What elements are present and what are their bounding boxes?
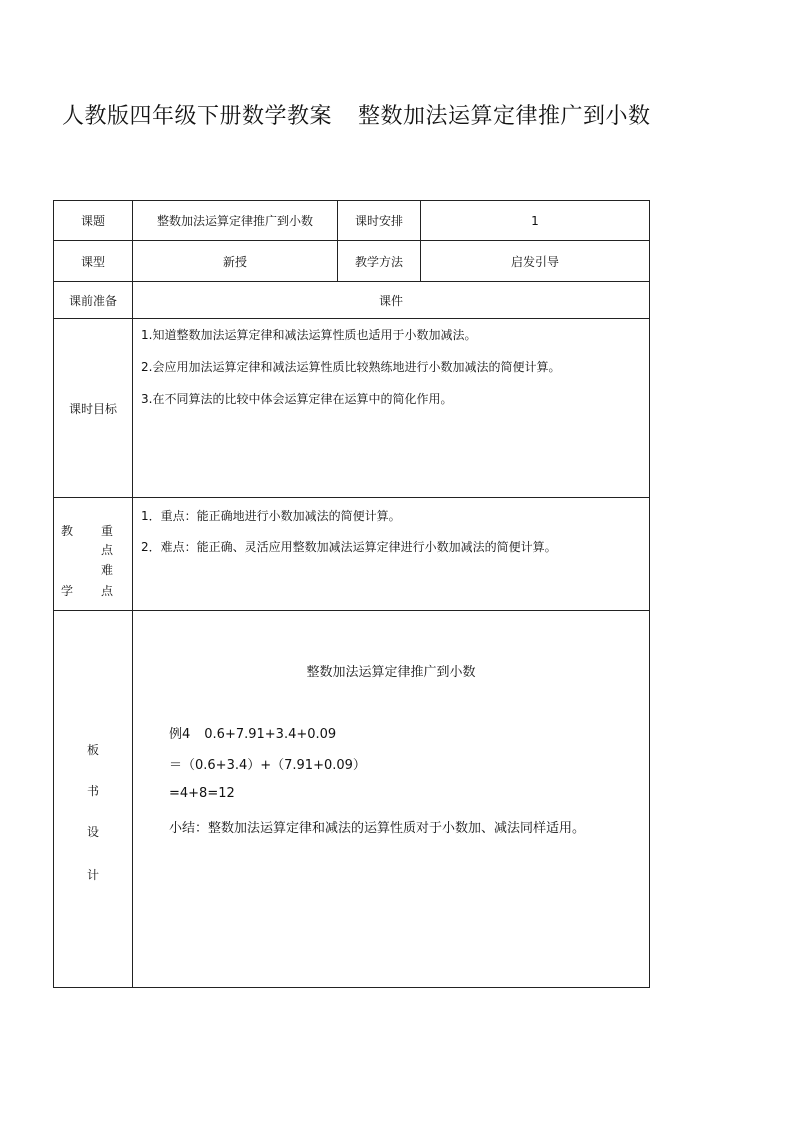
goals-list <box>133 319 649 407</box>
label-hours: 课时安排 <box>338 201 421 241</box>
label-preparation: 课前准备 <box>54 282 133 319</box>
label-char: 点 <box>101 584 114 598</box>
document-title-series: 人教版四年级下册数学教案 <box>62 104 333 129</box>
label-char: 难 <box>101 563 114 577</box>
table-row-board-design <box>54 611 650 988</box>
label-char: 计 <box>86 868 99 882</box>
label-char: 设 <box>86 825 99 839</box>
key-point-item: 2．难点：能正确、灵活应用整数加减法运算定律进行小数加减法的简便计算。 <box>141 540 557 554</box>
label-char: 点 <box>101 543 114 557</box>
table-row-topic <box>54 201 650 241</box>
lesson-plan-table <box>53 200 650 988</box>
label-char: 重 <box>101 524 114 538</box>
goal-item: 1.知道整数加法运算定律和减法运算性质也适用于小数加减法。 <box>141 328 477 342</box>
goal-item: 2.会应用加法运算定律和减法运算性质比较熟练地进行小数加减法的简便计算。 <box>141 360 561 374</box>
label-char: 书 <box>86 784 99 798</box>
value-preparation: 课件 <box>133 282 650 319</box>
label-board-design <box>54 611 133 988</box>
label-topic: 课题 <box>54 201 133 241</box>
board-design-cell <box>133 611 650 988</box>
key-points-list <box>133 498 649 555</box>
table-row-type <box>54 241 650 282</box>
table-row-key-points <box>54 498 650 611</box>
document-title <box>62 100 651 134</box>
board-step-1: ＝（0.6+3.4）+（7.91+0.09） <box>169 758 366 773</box>
value-topic: 整数加法运算定律推广到小数 <box>133 201 338 241</box>
label-teaching-method: 教学方法 <box>338 241 421 282</box>
value-teaching-method: 启发引导 <box>421 241 650 282</box>
example-expression: 0.6+7.91+3.4+0.09 <box>204 727 337 742</box>
example-label: 例4 <box>169 727 191 742</box>
document-title-lesson: 整数加法运算定律推广到小数 <box>358 104 651 129</box>
key-points-label-stack <box>54 498 132 610</box>
goals-cell <box>133 319 650 498</box>
label-lesson-type: 课型 <box>54 241 133 282</box>
value-hours: 1 <box>421 201 650 241</box>
label-char: 板 <box>86 743 99 757</box>
table-row-prep <box>54 282 650 319</box>
board-summary: 小结：整数加法运算定律和减法的运算性质对于小数加、减法同样适用。 <box>169 821 586 836</box>
board-content <box>133 611 649 987</box>
label-goals: 课时目标 <box>54 319 133 498</box>
key-points-cell <box>133 498 650 611</box>
board-title: 整数加法运算定律推广到小数 <box>306 665 476 680</box>
value-lesson-type: 新授 <box>133 241 338 282</box>
label-char: 教 <box>61 524 74 538</box>
board-example-line <box>169 723 336 742</box>
label-char: 学 <box>61 584 74 598</box>
board-step-2: =4+8=12 <box>169 786 235 801</box>
table-row-goals <box>54 319 650 498</box>
goal-item: 3.在不同算法的比较中体会运算定律在运算中的简化作用。 <box>141 392 453 406</box>
label-key-points <box>54 498 133 611</box>
board-design-label-stack <box>54 611 132 987</box>
key-point-item: 1．重点：能正确地进行小数加减法的简便计算。 <box>141 509 401 523</box>
